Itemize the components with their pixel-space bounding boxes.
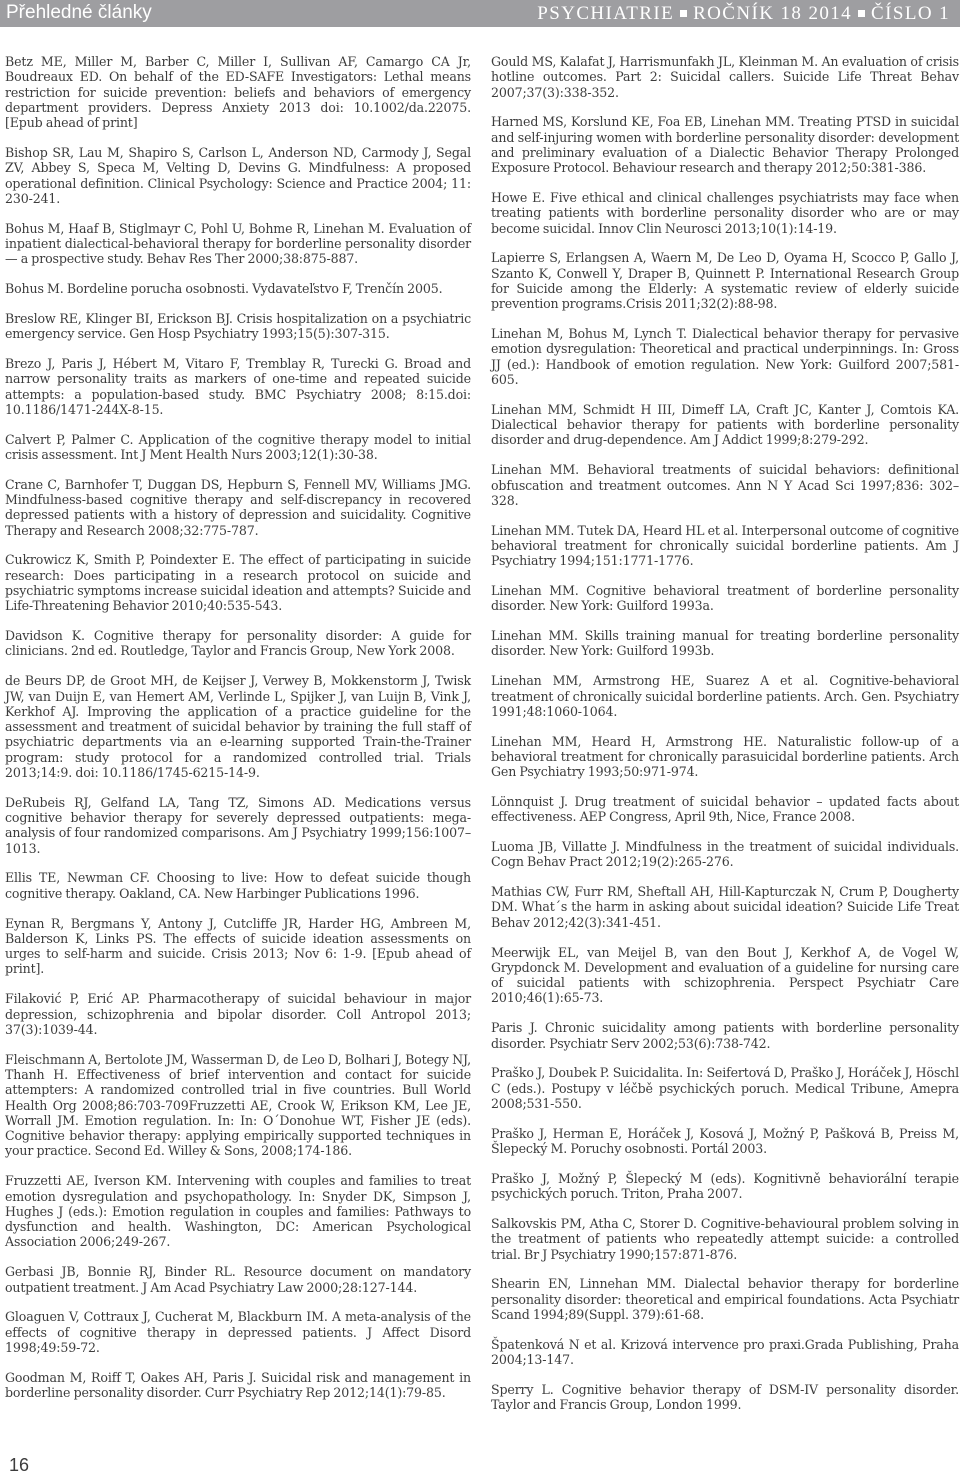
reference-entry: Linehan MM. Cognitive behavioral treatment of borderline personality disorder. New York: Guilford 1993a. <box>491 583 959 614</box>
reference-entry: Bishop SR, Lau M, Shapiro S, Carlson L, Anderson ND, Carmody J, Segal ZV, Abbey S, Speca M, Velting D, Devins G. Mindfulness: A proposed operational definition. Clinical Psychology: Science and Practice 2004; 11: 230-241. <box>5 144 471 206</box>
reference-entry: Lapierre S, Erlangsen A, Waern M, De Leo D, Oyama H, Scocco P, Gallo J, Szanto K, Conwell Y, Draper B, Quinnett P. International Research Group for Suicide among the Elderly: A systematic review of elderly suicide prevention programs.Crisis 2011;32(2):88-98. <box>491 250 959 312</box>
reference-entry: Linehan MM. Skills training manual for treating borderline personality disorder. New York: Guilford 1993b. <box>491 628 959 659</box>
reference-entry: Mathias CW, Furr RM, Sheftall AH, Hill-Kapturczak N, Crum P, Dougherty DM. What´s the harm in asking about suicidal ideation? Suicide Life Treat Behav 2012;42(3):341-451. <box>491 884 959 930</box>
reference-entry: DeRubeis RJ, Gelfand LA, Tang TZ, Simons AD. Medications versus cognitive behavior therapy for severely depressed outpatients: mega-analysis of four randomized comparisons. Am J Psychiatry 1999;156:1007–1013. <box>5 794 471 856</box>
reference-entry: Fruzzetti AE, Iverson KM. Intervening with couples and families to treat emotion dysregulation and psychopathology. In: Snyder DK, Simpson J, Hughes J (eds.): Emotion regulation in couples and families: Pathways to dysfunction and health. Washington, DC: American Psychological Association 2006;249-267. <box>5 1173 471 1250</box>
reference-entry: Harned MS, Korslund KE, Foa EB, Linehan MM. Treating PTSD in suicidal and self-injuring women with borderline personality disorder: development and preliminary evaluation of a Dialectic Behavior Therapy Prolonged Exposure Protocol. Behaviour research and therapy 2012;50:381-386. <box>491 114 959 176</box>
journal-info <box>537 2 950 26</box>
separator-square-icon <box>858 10 865 17</box>
reference-entry: Lönnquist J. Drug treatment of suicidal behavior – updated facts about effectiveness. AEP Congress, April 9th, Nice, France 2008. <box>491 793 959 825</box>
reference-entry: Linehan MM. Behavioral treatments of suicidal behaviors: definitional obfuscation and treatment outcomes. Ann N Y Acad Sci 1997;836: 302–328. <box>491 462 959 508</box>
reference-entry: Brezo J, Paris J, Hébert M, Vitaro F, Tremblay R, Turecki G. Broad and narrow personality traits as markers of one-time and repeated suicide attempts: a population-based study. BMC Psychiatry 2008; 8:15.doi: 10.1186/1471-244X-8-15. <box>5 355 471 417</box>
reference-entry: Paris J. Chronic suicidality among patients with borderline personality disorder. Psychiatr Serv 2002;53(6):738-742. <box>491 1020 959 1051</box>
reference-entry: Linehan M, Bohus M, Lynch T. Dialectical behavior therapy for pervasive emotion dysregulation: Theoretical and practical underpinnings. In: Gross JJ (ed.): Handbook of emotion regulation. New York: Guilford 2007;581-605. <box>491 326 959 388</box>
reference-entry: Howe E. Five ethical and clinical challenges psychiatrists may face when treating patients with borderline personality disorder who are or may become suicidal. Innov Clin Neurosci 2013;10(1):14-19. <box>491 190 959 236</box>
reference-entry: Linehan MM. Tutek DA, Heard HL et al. Interpersonal outcome of cognitive behavioral treatment for chronically suicidal borderline patients. Am J Psychiatry 1994;151:1771-1776. <box>491 522 959 569</box>
journal-year: 2014 <box>808 3 853 24</box>
reference-entry: Linehan MM, Armstrong HE, Suarez A et al. Cognitive-behavioral treatment of chronically suicidal borderline patients. Arch. Gen. Psychiatry 1991;48:1060-1064. <box>491 673 959 719</box>
reference-entry: Linehan MM, Heard H, Armstrong HE. Naturalistic follow-up of a behavioral treatment for chronically parasuicidal borderline patients. Arch Gen Psychiatry 1993;50:971-974. <box>491 733 959 780</box>
references-column-right <box>491 54 959 1427</box>
reference-entry: Eynan R, Bergmans Y, Antony J, Cutcliffe JR, Harder HG, Ambreen M, Balderson K, Links PS. The effects of suicide ideation assessments on urges to self-harm and suicide. Crisis 2013; Nov 6: 1-9. [Epub ahead of print]. <box>5 915 471 977</box>
page-number: 16 <box>9 1455 30 1475</box>
reference-entry: Linehan MM, Schmidt H III, Dimeff LA, Craft JC, Kanter J, Comtois KA. Dialectical behavior therapy for patients with borderline personality disorder and drug-dependence. Am J Addict 1999;8:279-292. <box>491 401 959 448</box>
reference-entry: Breslow RE, Klinger BI, Erickson BJ. Crisis hospitalization on a psychiatric emergency service. Gen Hosp Psychiatry 1993;15(5):307-315. <box>5 310 471 342</box>
reference-entry: Gould MS, Kalafat J, Harrismunfakh JL, Kleinman M. An evaluation of crisis hotline outcomes. Part 2: Suicidal callers. Suicide Life Threat Behav 2007;37(3):338-352. <box>491 54 959 100</box>
reference-entry: de Beurs DP, de Groot MH, de Keijser J, Verwey B, Mokkenstorm J, Twisk JW, van Duijn E, van Hemert AM, Verlinde L, Spijker J, van Luijn B, Vink J, Kerkhof AJ. Improving the application of a practice guideline for the assessment and treatment of suicidal behavior by training the full staff of psychiatric departments via an e-learning supported Train-the-Trainer program: study protocol for a randomized controlled trial. Trials 2013;14:9. doi: 10.1186/1745-6215-14-9. <box>5 673 471 780</box>
references-column-left <box>5 54 471 1415</box>
reference-entry: Sperry L. Cognitive behavior therapy of DSM-IV personality disorder. Taylor and Francis Group, London 1999. <box>491 1381 959 1413</box>
reference-entry: Filaković P, Erić AP. Pharmacotherapy of suicidal behaviour in major depression, schizophrenia and bipolar disorder. Coll Antropol 2013; 37(3):1039-44. <box>5 991 471 1037</box>
reference-entry: Shearin EN, Linnehan MM. Dialectal behavior therapy for borderline personality disorder: theoretical and empirical foundations. Acta Psychiatr Scand 1994;89(Suppl. 379):61-68. <box>491 1276 959 1322</box>
reference-entry: Calvert P, Palmer C. Application of the cognitive therapy model to initial crisis assessment. Int J Ment Health Nurs 2003;12(1):30-38. <box>5 431 471 462</box>
reference-entry: Gerbasi JB, Bonnie RJ, Binder RL. Resource document on mandatory outpatient treatment. J Am Acad Psychiatry Law 2000;28:127-144. <box>5 1264 471 1295</box>
reference-entry: Goodman M, Roiff T, Oakes AH, Paris J. Suicidal risk and management in borderline personality disorder. Curr Psychiatry Rep 2012;14(1):79-85. <box>5 1369 471 1400</box>
journal-issue: ČÍSLO 1 <box>871 3 950 24</box>
separator-square-icon <box>680 10 687 17</box>
reference-entry: Davidson K. Cognitive therapy for personality disorder: A guide for clinicians. 2nd ed. Routledge, Taylor and Francis Group, New York 2008. <box>5 628 471 659</box>
reference-entry: Cukrowicz K, Smith P, Poindexter E. The effect of participating in suicide research: Does participating in a research protocol on suicide and psychiatric symptoms increase suicidal ideation and attempts? Suicide and Life-Threatening Behavior 2010;40:535-543. <box>5 552 471 614</box>
reference-entry: Bohus M. Bordeline porucha osobnosti. Vydavateľstvo F, Trenčín 2005. <box>5 281 443 297</box>
reference-entry: Salkovskis PM, Atha C, Storer D. Cognitive-behavioural problem solving in the treatment of patients who repeatedly attempt suicide: a controlled trial. Br J Psychiatry 1990;157:871-876. <box>491 1215 959 1262</box>
reference-entry: Gloaguen V, Cottraux J, Cucherat M, Blackburn IM. A meta-analysis of the effects of cognitive therapy in depressed patients. J Affect Disord 1998;49:59-72. <box>5 1309 471 1355</box>
reference-entry: Ellis TE, Newman CF. Choosing to live: How to defeat suicide though cognitive therapy. Oakland, CA. New Harbinger Publications 1996. <box>5 870 471 901</box>
journal-name: PSYCHIATRIE <box>537 3 675 24</box>
reference-entry: Praško J, Možný P, Šlepecký M (eds). Kognitivně behaviorální terapie psychických poruch. Triton, Praha 2007. <box>491 1170 959 1202</box>
reference-entry: Luoma JB, Villatte J. Mindfulness in the treatment of suicidal individuals. Cogn Behav Pract 2012;19(2):265-276. <box>491 839 959 870</box>
reference-entry: Špatenková N et al. Krizová intervence pro praxi.Grada Publishing, Praha 2004;13-147. <box>491 1336 959 1367</box>
section-label: Přehledné články <box>6 2 152 23</box>
reference-entry: Praško J, Doubek P. Suicidalita. In: Seifertová D, Praško J, Horáček J, Höschl C (eds.). Postupy v léčbě psychických poruch. Medical Tribune, Amepra 2008;531-550. <box>491 1065 959 1111</box>
journal-volume: ROČNÍK 18 <box>693 3 803 24</box>
reference-entry: Praško J, Herman E, Horáček J, Kosová J, Možný P, Pašková B, Preiss M, Šlepecký M. Poruchy osobnosti. Portál 2003. <box>491 1125 959 1157</box>
reference-entry: Bohus M, Haaf B, Stiglmayr C, Pohl U, Bohme R, Linehan M. Evaluation of inpatient dialectical-behavioral therapy for borderline personality disorder — a prospective study. Behav Res Ther 2000;38:875-887. <box>5 220 471 267</box>
page-header <box>0 0 960 27</box>
reference-entry: Crane C, Barnhofer T, Duggan DS, Hepburn S, Fennell MV, Williams JMG. Mindfulness-based cognitive therapy and self-discrepancy in recovered depressed patients with a history of depression and suicidality. Cognitive Therapy and Research 2008;32:775-787. <box>5 476 471 538</box>
reference-entry: Betz ME, Miller M, Barber C, Miller I, Sullivan AF, Camargo CA Jr, Boudreaux ED. On behalf of the ED-SAFE Investigators: Lethal means restriction for suicide prevention: beliefs and behaviors of emergency department providers. Depress Anxiety 2013 doi: 10.1002/da.22075. [Epub ahead of print] <box>5 54 471 131</box>
reference-entry: Fleischmann A, Bertolote JM, Wasserman D, de Leo D, Bolhari J, Botegy NJ, Thanh H. Effectiveness of brief intervention and contact for suicide attempters: A randomized controlled trial in five countries. Bull World Health Org 2008;86:703-709Fruzzetti AE, Crook W, Erikson KM, Lee JE, Worrall JM. Emotion regulation. In: In: O´Donohue WT, Fisher JE (eds). Cognitive behavior therapy: applying empirically supported techniques in your practice. Second Ed. Willey & Sons, 2008;174-186. <box>5 1051 471 1159</box>
reference-entry: Meerwijk EL, van Meijel B, van den Bout J, Kerkhof A, de Vogel W, Grypdonck M. Development and evaluation of a guideline for nursing care of suicidal patients with schizophrenia. Perspect Psychiatr Care 2010;46(1):65-73. <box>491 944 959 1006</box>
